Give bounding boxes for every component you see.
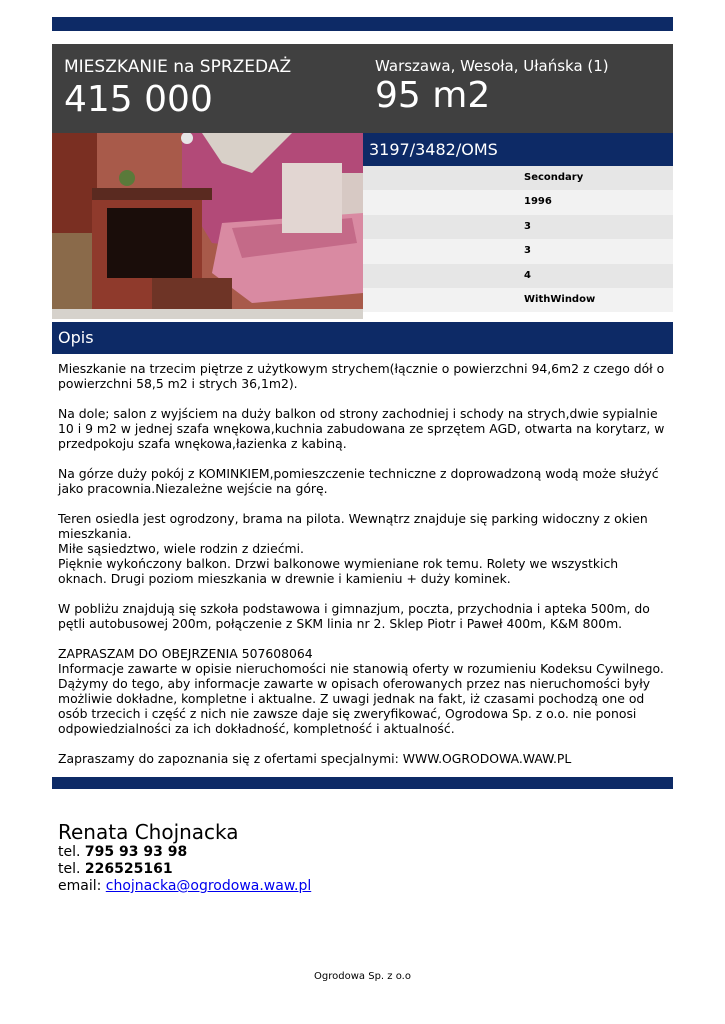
- param-row: 1996: [363, 190, 673, 214]
- description-paragraph: Na górze duży pokój z KOMINKIEM,pomieszczenie techniczne z doprowadzoną wodą może służyć jako pracownia.Niezależne wejście na górę.: [58, 466, 659, 496]
- parameters-table: [363, 166, 673, 312]
- phone-number: 226525161: [84, 861, 173, 877]
- header-right: [375, 56, 609, 116]
- header-left: [64, 56, 291, 120]
- footer-company: Ogrodowa Sp. z o.o: [314, 971, 411, 982]
- agent-phone-2: [58, 861, 311, 878]
- email-link[interactable]: chojnacka@ogrodowa.waw.pl: [105, 878, 312, 894]
- param-row: Secondary: [363, 166, 673, 190]
- agent-phone-1: [58, 844, 311, 861]
- phone-number: 795 93 93 98: [84, 844, 188, 860]
- property-photo: [52, 133, 363, 319]
- top-accent-bar: [52, 17, 673, 31]
- offer-type: MIESZKANIE na SPRZEDAŻ: [64, 57, 292, 77]
- tel-label: tel.: [58, 861, 81, 877]
- tel-label: tel.: [58, 844, 81, 860]
- param-row: 4: [363, 264, 673, 288]
- price: 415 000: [64, 79, 213, 120]
- description-paragraph: Zapraszamy do zapoznania się z ofertami specjalnymi: WWW.OGRODOWA.WAW.PL: [58, 751, 572, 766]
- bottom-accent-bar: [52, 777, 673, 789]
- param-row: WithWindow: [363, 288, 673, 312]
- reference-number-bar: [363, 133, 673, 166]
- description-paragraph: ZAPRASZAM DO OBEJRZENIA 507608064 Informacje zawarte w opisie nieruchomości nie stanowią oferty w rozumieniu Kodeksu Cywilnego. Dążymy do tego, aby informacje zawarte w opisach oferowanych przez nas nieruchomości były możliwie dokładne, kompletne i aktualne. Z uwagi jednak na fakt, iż czasami pochodzą one od osób trzecich i część z nich nie zawsze daje się zweryfikować, Ogrodowa Sp. z o.o. nie ponosi odpowiedzialności za ich dokładność, kompletność i aktualność.: [58, 646, 664, 736]
- email-label: email:: [58, 878, 102, 894]
- description-paragraph: Na dole; salon z wyjściem na duży balkon od strony zachodniej i schody na strych,dwie sypialnie 10 i 9 m2 w jednej szafa wnękowa,kuchnia zabudowana ze sprzętem AGD, otwarta na korytarz, w przedpokoju szafa wnękowa,łazienka z kabiną.: [58, 406, 665, 451]
- description-paragraph: W pobliżu znajdują się szkoła podstawowa i gimnazjum, poczta, przychodnia i apteka 500m, do pętli autobusowej 200m, połączenie z SKM linia nr 2. Sklep Piotr i Paweł 400m, K&M 800m.: [58, 601, 650, 631]
- description-text: [58, 361, 670, 766]
- param-row: 3: [363, 239, 673, 263]
- description-paragraph: Mieszkanie na trzecim piętrze z użytkowym strychem(łącznie o powierzchni 94,6m2 z czego dół o powierzchni 58,5 m2 i strych 36,1m2).: [58, 361, 665, 391]
- description-heading-bar: [52, 322, 673, 354]
- param-row: 3: [363, 215, 673, 239]
- agent-email: [58, 878, 311, 895]
- description-heading: Opis: [58, 328, 94, 347]
- area: 95 m2: [375, 75, 491, 116]
- description-paragraph: Teren osiedla jest ogrodzony, brama na pilota. Wewnątrz znajduje się parking widoczny z okien mieszkania. Miłe sąsiedztwo, wiele rodzin z dziećmi. Pięknie wykończony balkon. Drzwi balkonowe wymieniane rok temu. Rolety we wszystkich oknach. Drugi poziom mieszkania w drewnie i kamieniu + duży kominek.: [58, 511, 648, 586]
- agent-contact: [58, 820, 311, 895]
- agent-name: Renata Chojnacka: [58, 820, 239, 844]
- reference-number: 3197/3482/OMS: [369, 140, 498, 159]
- location: Warszawa, Wesoła, Ułańska (1): [375, 57, 609, 75]
- listing-header: [52, 44, 673, 133]
